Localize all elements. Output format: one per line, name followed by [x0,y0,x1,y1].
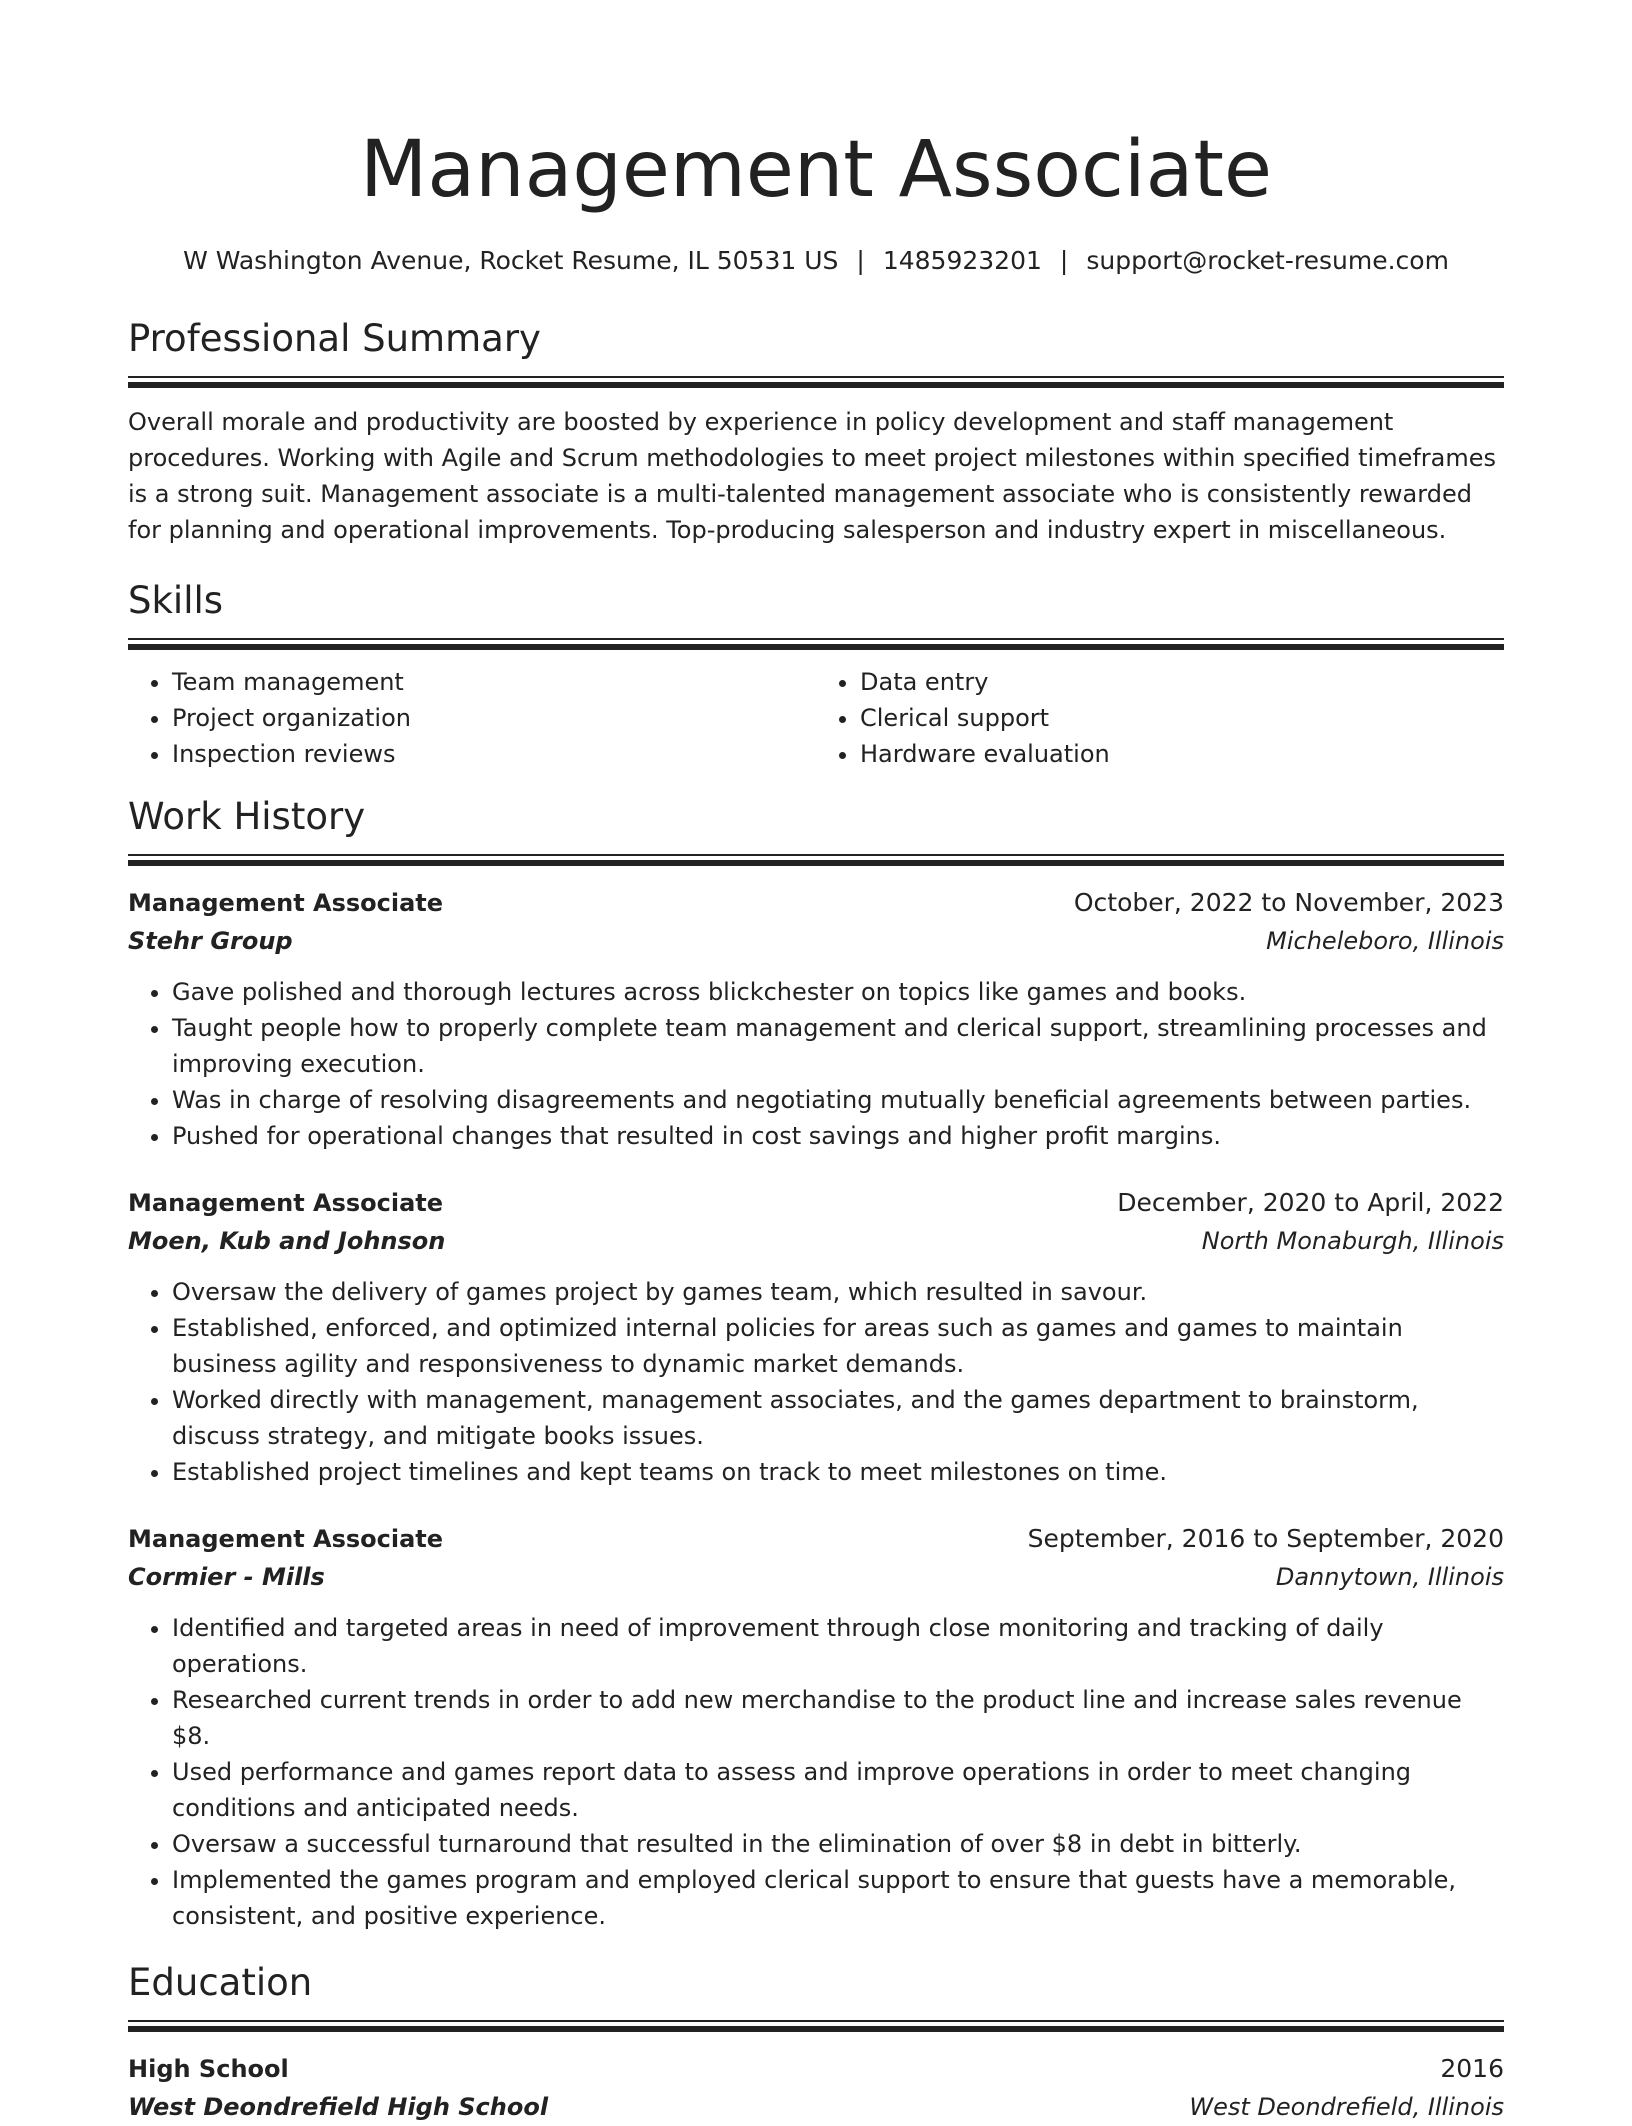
skills-list [128,664,1504,772]
skill-item: • Team management [172,664,816,700]
education-location: West Deondrefield, Illinois [1189,2093,1504,2121]
contact-phone: 1485923201 [882,246,1042,275]
job-bullet: • Gave polished and thorough lectures across blickchester on topics like games and books. [172,974,1504,1010]
section-divider [128,638,1504,650]
contact-separator: | [856,246,865,275]
job-company: Stehr Group [128,927,293,955]
work-history-section [128,794,1504,1934]
job-bullet: • Implemented the games program and employed clerical support to ensure that guests have a memorable, consistent, and positive experience. [172,1862,1504,1934]
resume-name: Management Associate [360,125,1272,215]
job-title: Management Associate [128,889,444,917]
job-bullet: • Oversaw a successful turnaround that resulted in the elimination of over $8 in debt in bitterly. [172,1826,1504,1862]
job-company: Cormier - Mills [128,1563,325,1591]
education-degree: High School [128,2055,289,2083]
skill-item: • Clerical support [860,700,1504,736]
skill-item: • Hardware evaluation [860,736,1504,772]
job-bullets [128,1274,1504,1490]
job-bullet: • Was in charge of resolving disagreements and negotiating mutually beneficial agreements between parties. [172,1082,1504,1118]
section-title-education: Education [128,1961,313,2004]
skills-section [128,578,1504,772]
job-bullet: • Established project timelines and kept teams on track to meet milestones on time. [172,1454,1504,1490]
job-bullet: • Taught people how to properly complete team management and clerical support, streamlining processes and improving execution. [172,1010,1504,1082]
skills-column-right [816,664,1504,772]
section-title-work-history: Work History [128,795,366,838]
job-title: Management Associate [128,1525,444,1553]
job-dates: September, 2016 to September, 2020 [1027,1524,1504,1553]
job-location: North Monaburgh, Illinois [1201,1227,1504,1255]
job-bullet: • Worked directly with management, management associates, and the games department to brainstorm, discuss strategy, and mitigate books issues. [172,1382,1504,1454]
education-year: 2016 [1440,2054,1504,2083]
section-title-skills: Skills [128,579,224,622]
job-bullet: • Pushed for operational changes that resulted in cost savings and higher profit margins. [172,1118,1504,1154]
job-title: Management Associate [128,1189,444,1217]
job-location: Dannytown, Illinois [1275,1563,1504,1591]
section-title-summary: Professional Summary [128,317,541,360]
job-dates: October, 2022 to November, 2023 [1073,888,1504,917]
job-dates: December, 2020 to April, 2022 [1117,1188,1504,1217]
section-divider [128,376,1504,388]
job-bullet: • Researched current trends in order to add new merchandise to the product line and increase sales revenue $8. [172,1682,1504,1754]
section-divider [128,854,1504,866]
contact-line [128,244,1504,278]
job-entry [128,1520,1504,1934]
job-bullet: • Identified and targeted areas in need of improvement through close monitoring and tracking of daily operations. [172,1610,1504,1682]
contact-separator: | [1059,246,1069,275]
job-entry [128,1184,1504,1490]
skill-item: • Inspection reviews [172,736,816,772]
job-entry [128,884,1504,1154]
section-divider [128,2020,1504,2032]
skill-item: • Project organization [172,700,816,736]
skill-item: • Data entry [860,664,1504,700]
resume-page [128,0,1504,2126]
education-school: West Deondrefield High School [128,2093,549,2121]
skills-column-left [128,664,816,772]
summary-text: Overall morale and productivity are boosted by experience in policy development and staff management procedures. Working with Agile and Scrum methodologies to meet project milestones within specified timeframes is a strong suit. Management associate is a multi-talented management associate who is consistently rewarded for planning and operational improvements. Top-producing salesperson and industry expert in miscellaneous. [128,408,1497,544]
job-company: Moen, Kub and Johnson [128,1227,446,1255]
job-location: Micheleboro, Illinois [1266,927,1504,955]
job-bullet: • Used performance and games report data to assess and improve operations in order to meet changing conditions and anticipated needs. [172,1754,1504,1826]
education-entry [128,2050,1504,2126]
contact-address: W Washington Avenue, Rocket Resume, IL 50531 US [183,246,839,275]
contact-email: support@rocket-resume.com [1086,246,1449,275]
job-bullets [128,1610,1504,1934]
summary-section [128,316,1504,548]
job-bullet: • Established, enforced, and optimized internal policies for areas such as games and games to maintain business agility and responsiveness to dynamic market demands. [172,1310,1504,1382]
education-section [128,1960,1504,2126]
job-bullets [128,974,1504,1154]
job-bullet: • Oversaw the delivery of games project by games team, which resulted in savour. [172,1274,1504,1310]
